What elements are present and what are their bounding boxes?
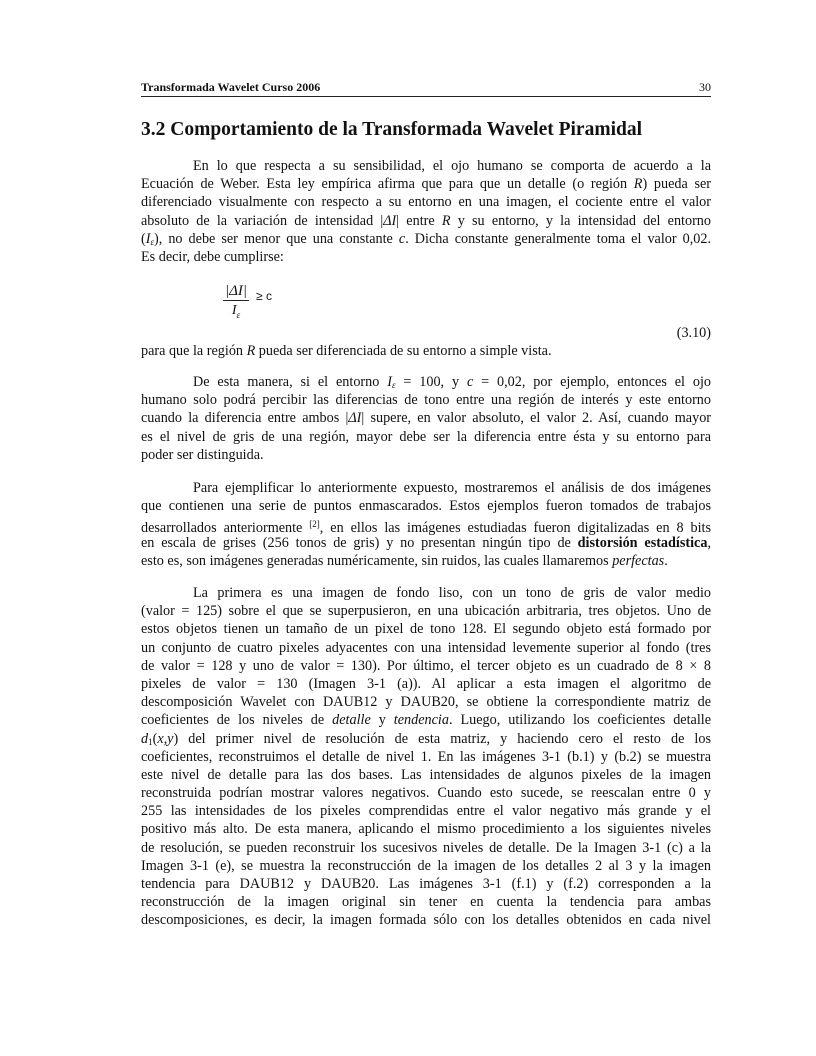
- text-line: diferenciado visualmente con respecto a su entorno en una imagen, el cociente entre el valor: [141, 194, 711, 211]
- text-line: (valor = 125) sobre el que se superpusieron, en una ubicación arbitraria, tres objetos. Uno de: [141, 603, 711, 620]
- text-line: es el nivel de gris de una región, mayor debe ser la diferencia entre ésta y su entorno para: [141, 428, 711, 445]
- text-line: Ecuación de Weber. Esta ley empírica afirma que para que un detalle (o región R) pueda ser: [141, 176, 711, 193]
- text-line: tendencia para DAUB12 y DAUB20. Las imágenes 3-1 (f.1) y (f.2) corresponden a la: [141, 876, 711, 892]
- text-line: [141, 584, 711, 602]
- text-line: humano solo podrá percibir las diferencias de tono entre una región de interés y este entorno: [141, 392, 711, 409]
- text-line: poder ser distinguida.: [141, 446, 264, 463]
- text-line: un conjunto de cuatro pixeles adyacentes con una intensidad levemente superior al fondo (tres: [141, 639, 711, 656]
- running-title: Transformada Wavelet Curso 2006: [141, 80, 321, 94]
- text-line: de resolución, se pueden reconstruir los sucesivos niveles de detalle. De la Imagen 3-1 (c) a la: [141, 839, 711, 856]
- text-line: 255 las intensidades de los pixeles comprendidas entre el valor negativo más grande y el: [141, 803, 711, 820]
- text-line: $(I_\varepsilon)$, no debe ser menor que una constante c. Dicha constante generalmente toma el valor 0,02.: [141, 230, 712, 247]
- section-heading: 3.2 Comportamiento de la Transformada Wavelet Piramidal: [141, 119, 643, 140]
- text-line: reconstrucción de la imagen original sin tener en cuenta la tendencia para ambas: [141, 894, 711, 911]
- text-line: Es decir, debe cumplirse:: [141, 248, 284, 265]
- line-text: La primera es una imagen de fondo liso, con un tono de gris de valor medio: [193, 585, 711, 601]
- text-line: estos objetos tienen un tamaño de un pixel de tono 128. El segundo objeto está formado por: [141, 621, 711, 638]
- text-line: [141, 479, 711, 497]
- text-line: de valor = 128 y uno de valor = 130). Por último, el tercer objeto es un cuadrado de 8 × 8: [141, 657, 711, 674]
- text-line: este nivel de detalle para las dos bases. Las intensidades de algunos pixeles de la imagen: [141, 766, 711, 783]
- line-text: En lo que respecta a su sensibilidad, el ojo humano se comporta de acuerdo a la: [193, 158, 711, 174]
- text-line: cuando la diferencia entre ambos |ΔI| supere, en valor absoluto, el valor 2. Así, cuando mayor: [141, 410, 712, 427]
- text-line: en escala de grises (256 tonos de gris) y no presentan ningún tipo de distorsión estadística,: [141, 534, 711, 551]
- paragraph-weber-law: [141, 157, 711, 266]
- equation-weber: [223, 282, 272, 325]
- equation-denominator: [223, 301, 249, 325]
- text-line: desarrollados anteriormente [2], en ellos las imágenes estudiadas fueron digitalizadas en 8 bits: [141, 519, 711, 537]
- line-text: Para ejemplificar lo anteriormente expuesto, mostraremos el análisis de dos imágenes: [193, 480, 711, 496]
- text-line: $d_1(x,y)$ del primer nivel de resolución de esta matriz, y haciendo cero el resto de los: [141, 730, 711, 747]
- text-line: esto es, son imágenes generadas numéricamente, sin ruidos, las cuales llamaremos perfectas.: [141, 552, 668, 569]
- bold-term: distorsión estadística: [577, 534, 708, 551]
- fraction: [223, 282, 249, 325]
- paragraph-exemplify: [141, 479, 711, 570]
- text-line: coeficientes, reconstruimos el detalle de nivel 1. En las imágenes 3-1 (b.1) y (b.2) se muestra: [141, 748, 711, 765]
- text-line: descomposición Wavelet con DAUB12 y DAUB20, se obtiene la correspondiente matriz de: [141, 694, 711, 711]
- text-line: reconstruida podrían mostrar valores negativos. Cuando esto sucede, se reescalan entre 0 y: [141, 785, 711, 802]
- denominator-subscript: ε: [236, 309, 241, 320]
- text-line: Imagen 3-1 (e), se muestra la reconstrucción de la imagen de los detalles 2 al 3 y la imagen: [141, 857, 711, 874]
- text-line: De esta manera, si el entorno $I_\varepsilon = 100$, y c = 0,02, por ejemplo, entonces el ojo: [193, 374, 711, 390]
- text-line: coeficientes de los niveles de detalle y tendencia. Luego, utilizando los coeficientes detalle: [141, 712, 712, 729]
- text-line: para que la región R pueda ser diferenciada de su entorno a simple vista.: [141, 343, 552, 359]
- page-number: 30: [699, 80, 711, 94]
- denominator-symbol: I: [231, 303, 237, 318]
- equation-number: (3.10): [676, 325, 711, 341]
- equation-relation: ≥ c: [256, 289, 272, 304]
- text-line: [141, 157, 711, 175]
- text-line: pixeles de valor = 130 (Imagen 3-1 (a)). Al aplicar a esta imagen el algoritmo de: [141, 675, 711, 692]
- equation-numerator: |ΔI|: [225, 283, 248, 299]
- text-line: descomposiciones, es decir, la imagen formada sólo con los detalles obtenidos en cada nivel: [141, 912, 711, 929]
- text-line: positivo más alto. De esta manera, aplicando el mismo procedimiento a los siguientes niveles: [141, 821, 711, 838]
- paragraph-first-image: [141, 584, 711, 930]
- italic-term: perfectas: [612, 552, 665, 569]
- citation-ref[interactable]: [2]: [309, 519, 320, 530]
- text-line: que contienen una serie de puntos enmascarados. Estos ejemplos fueron tomados de trabajos: [141, 498, 711, 515]
- paragraph-after-equation: [141, 342, 711, 360]
- text-line: absoluto de la variación de intensidad |ΔI| entre R y su entorno, y la intensidad del entorno: [141, 212, 711, 229]
- page-header: [141, 80, 711, 97]
- paragraph-example: [141, 373, 711, 464]
